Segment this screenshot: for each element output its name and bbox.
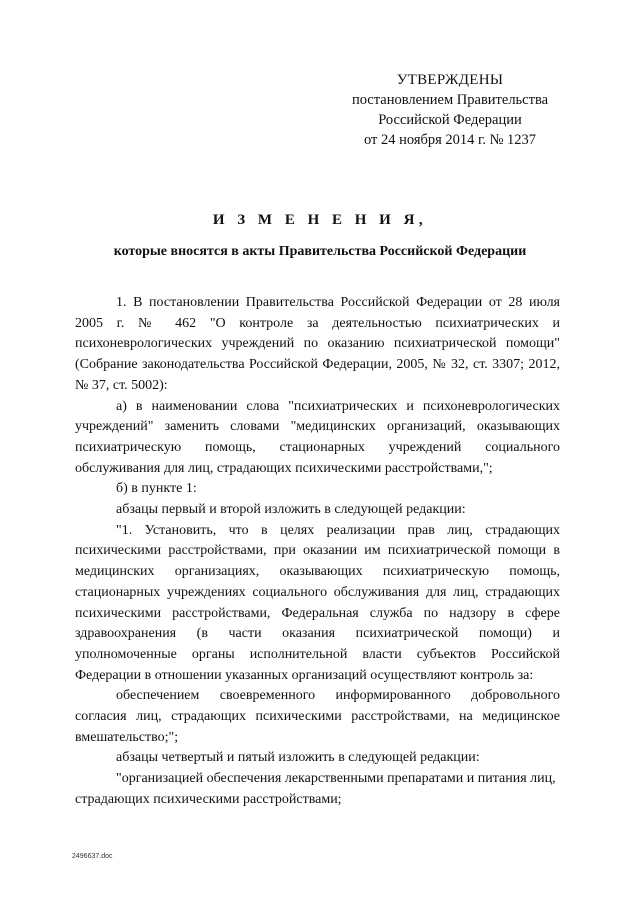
paragraph-4: абзацы первый и второй изложить в следующей редакции: (116, 502, 466, 518)
document-body (75, 293, 560, 811)
paragraph-8: "организацией обеспечения лекарственными препаратами и питания лиц, страдающих психическими расстройствами; (75, 771, 556, 807)
paragraph-7: абзацы четвертый и пятый изложить в следующей редакции: (116, 750, 480, 766)
paragraph-5: "1. Установить, что в целях реализации прав лиц, страдающих психическими расстройствами, при оказании им психиатрической помощи в медицинских организациях, оказывающих психиатрическую помощь, стационарных учреждениях социального обслуживания для лиц, страдающих психическими расстройствами, Федеральная служба по надзору в сфере здравоохранения (в части оказания психиатрической помощи) и уполномоченные органы исполнительной власти субъектов Российской Федерации в отношении указанных организаций осуществляют контроль за: (75, 522, 560, 683)
document-title: И З М Е Н Е Н И Я, (212, 212, 428, 228)
approval-heading: УТВЕРЖДЕНЫ (396, 72, 504, 88)
paragraph-6: обеспечением своевременного информированного добровольного согласия лиц, страдающих психическими расстройствами, на медицинское вмешательство;"; (75, 688, 560, 745)
approval-block (320, 70, 580, 150)
approval-line-2: Российской Федерации (378, 112, 522, 128)
footer-file-name: 2496637.doc (72, 853, 113, 860)
approval-line-3: от 24 ноября 2014 г. № 1237 (363, 132, 537, 148)
paragraph-3: б) в пункте 1: (116, 481, 197, 497)
paragraph-1: 1. В постановлении Правительства Российской Федерации от 28 июля 2005 г. № 462 "О контроле за деятельностью психиатрических и психоневрологических учреждений по оказанию психиатрической помощи" (Собрание законодательства Российской Федерации, 2005, № 32, ст. 3307; 2012, № 37, ст. 5002): (75, 295, 560, 393)
document-subtitle: которые вносятся в акты Правительства Российской Федерации (113, 244, 527, 259)
approval-line-1: постановлением Правительства (351, 92, 549, 108)
paragraph-2: а) в наименовании слова "психиатрических и психоневрологических учреждений" заменить словами "медицинских организаций, оказывающих психиатрическую помощь, стационарных учреждений социального обслуживания для лиц, страдающих психическими расстройствами,"; (75, 398, 560, 476)
